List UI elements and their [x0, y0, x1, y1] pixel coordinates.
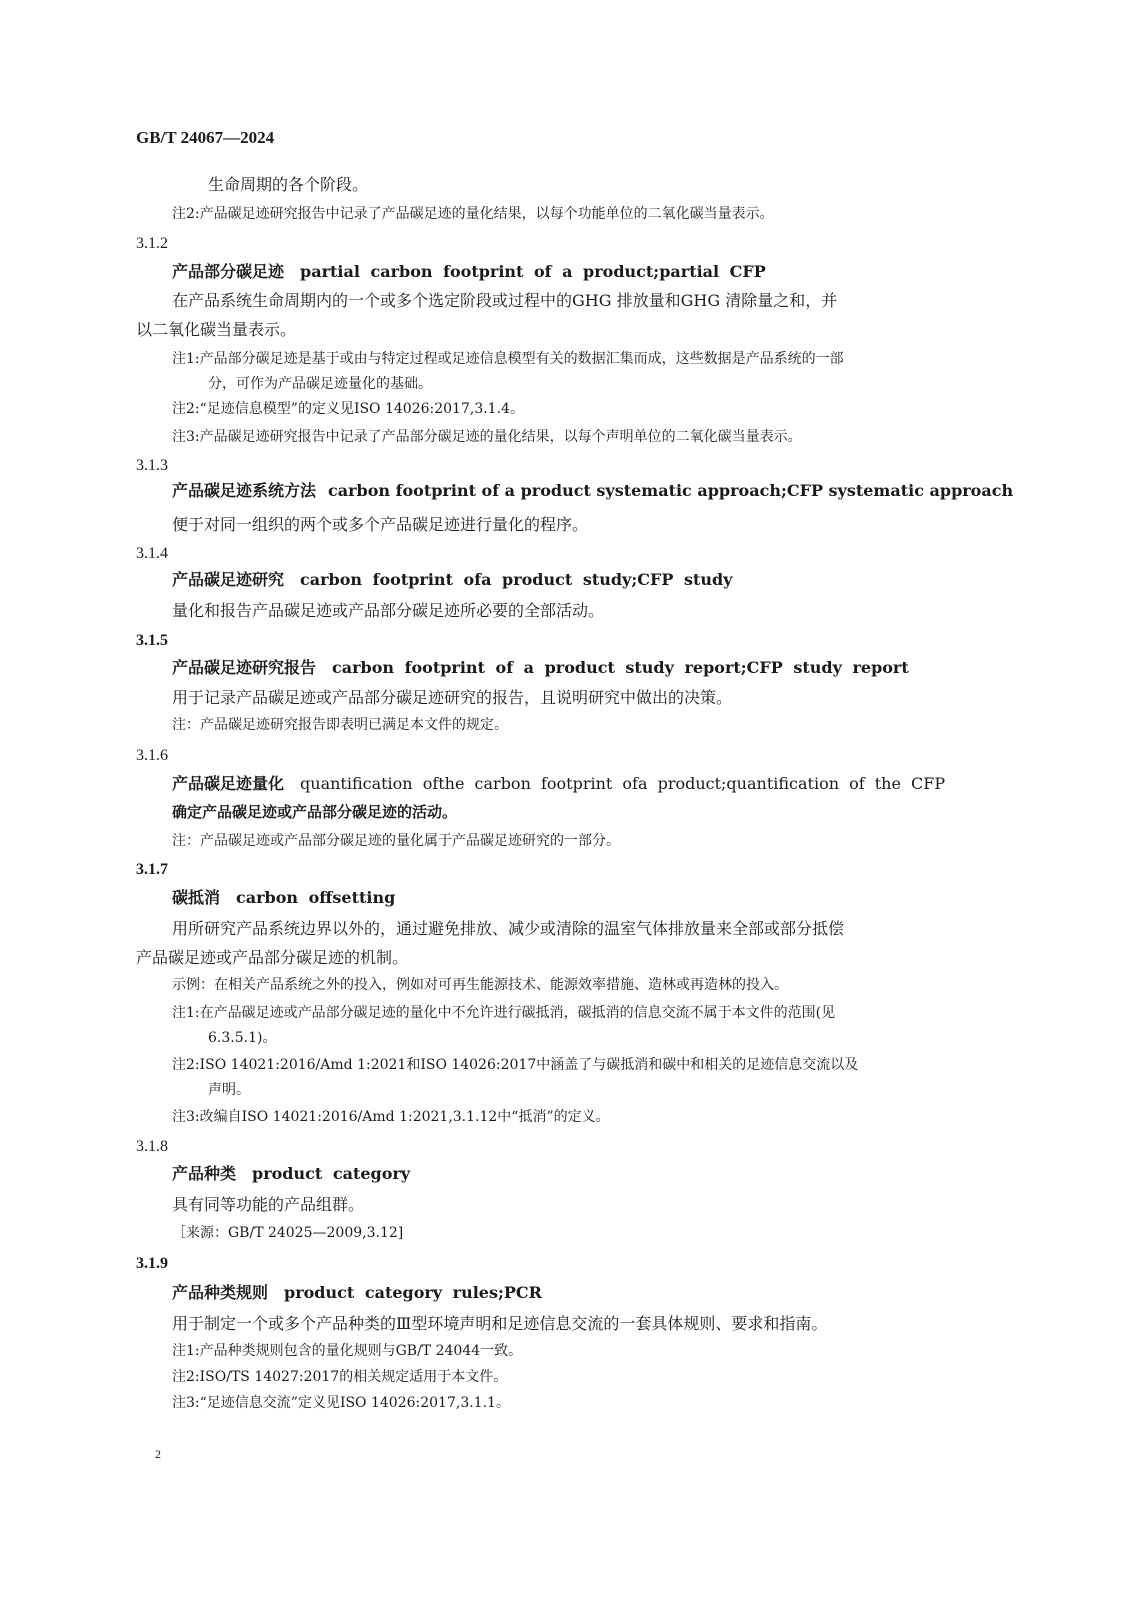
term-zh: 产品碳足迹研究报告 — [172, 658, 317, 677]
definition: 以二氧化碳当量表示。 — [136, 320, 297, 339]
term-en: product category rules;PCR — [284, 1283, 542, 1302]
term-en: carbon footprint of a product systematic approach;CFP systematic approach — [328, 481, 1014, 500]
definition: 用所研究产品系统边界以外的，通过避免排放、减少或清除的温室气体排放量来全部或部分抵偿 — [172, 919, 845, 938]
definition: 用于制定一个或多个产品种类的Ⅲ型环境声明和足迹信息交流的一套具体规则、要求和指南。 — [172, 1314, 828, 1333]
source-reference: ［来源：GB/T 24025—2009,3.12] — [172, 1225, 404, 1241]
note: 注：产品碳足迹或产品部分碳足迹的量化属于产品碳足迹研究的一部分。 — [172, 833, 620, 849]
definition: 用于记录产品碳足迹或产品部分碳足迹研究的报告，且说明研究中做出的决策。 — [172, 688, 733, 707]
definition: 具有同等功能的产品组群。 — [172, 1195, 365, 1214]
definition: 便于对同一组织的两个或多个产品碳足迹进行量化的程序。 — [172, 515, 589, 534]
section-number: 3.1.3 — [136, 457, 168, 474]
term-en: partial carbon footprint of a product;partial CFP — [300, 262, 766, 281]
note-continuation: 声明。 — [208, 1082, 250, 1098]
note: 注2:产品碳足迹研究报告中记录了产品碳足迹的量化结果，以每个功能单位的二氧化碳当量表示。 — [172, 206, 774, 222]
term-zh: 产品种类 — [172, 1164, 237, 1183]
term-en: carbon footprint of a product study report;CFP study report — [332, 658, 909, 677]
term-heading — [172, 776, 945, 792]
term-zh: 碳抵消 — [172, 888, 221, 907]
term-heading — [172, 264, 766, 280]
definition: 产品碳足迹或产品部分碳足迹的机制。 — [136, 948, 409, 967]
term-heading — [172, 1285, 542, 1301]
section-number: 3.1.4 — [136, 545, 168, 562]
term-heading — [172, 572, 732, 588]
section-number: 3.1.5 — [136, 632, 168, 649]
term-zh: 产品碳足迹研究 — [172, 570, 285, 589]
note: 注3:改编自ISO 14021:2016/Amd 1:2021,3.1.12中“抵消”的定义。 — [172, 1109, 610, 1125]
note: 注1:产品部分碳足迹是基于或由与特定过程或足迹信息模型有关的数据汇集而成，这些数据是产品系统的一部 — [172, 351, 844, 367]
term-en: carbon offsetting — [236, 888, 396, 907]
note: 注3:“足迹信息交流”定义见ISO 14026:2017,3.1.1。 — [172, 1395, 510, 1411]
section-number: 3.1.6 — [136, 747, 168, 764]
term-zh: 产品种类规则 — [172, 1283, 269, 1302]
term-heading — [172, 483, 1013, 499]
section-number: 3.1.9 — [136, 1255, 168, 1272]
term-en: product category — [252, 1164, 411, 1183]
note: 注1:产品种类规则包含的量化规则与GB/T 24044一致。 — [172, 1343, 523, 1359]
note: 注1:在产品碳足迹或产品部分碳足迹的量化中不允许进行碳抵消，碳抵消的信息交流不属于本文件的范围(见 — [172, 1005, 836, 1021]
term-en: quantification ofthe carbon footprint ofa product;quantification of the CFP — [300, 774, 946, 793]
term-heading — [172, 1166, 410, 1182]
note: 注2:ISO 14021:2016/Amd 1:2021和ISO 14026:2017中涵盖了与碳抵消和碳中和相关的足迹信息交流以及 — [172, 1057, 859, 1073]
term-zh: 产品碳足迹系统方法 — [172, 481, 317, 500]
term-zh: 产品部分碳足迹 — [172, 262, 285, 281]
term-en: carbon footprint ofa product study;CFP study — [300, 570, 733, 589]
section-number: 3.1.2 — [136, 235, 168, 252]
definition-continuation: 生命周期的各个阶段。 — [208, 175, 369, 194]
note: 注：产品碳足迹研究报告即表明已满足本文件的规定。 — [172, 717, 508, 733]
section-number: 3.1.7 — [136, 861, 168, 878]
note: 注2:“足迹信息模型”的定义见ISO 14026:2017,3.1.4。 — [172, 401, 524, 417]
example: 示例：在相关产品系统之外的投入，例如对可再生能源技术、能源效率措施、造林或再造林的投入。 — [172, 977, 788, 993]
definition: 在产品系统生命周期内的一个或多个选定阶段或过程中的GHG 排放量和GHG 清除量之和，并 — [172, 291, 838, 310]
term-zh: 产品碳足迹量化 — [172, 774, 285, 793]
section-number: 3.1.8 — [136, 1138, 168, 1155]
definition: 确定产品碳足迹或产品部分碳足迹的活动。 — [172, 803, 458, 821]
term-heading — [172, 660, 909, 676]
page-number: 2 — [155, 1447, 161, 1461]
note: 注3:产品碳足迹研究报告中记录了产品部分碳足迹的量化结果，以每个声明单位的二氧化碳当量表示。 — [172, 429, 802, 445]
document-header-id: GB/T 24067—2024 — [136, 128, 275, 147]
definition: 量化和报告产品碳足迹或产品部分碳足迹所必要的全部活动。 — [172, 601, 605, 620]
note-continuation: 分，可作为产品碳足迹量化的基础。 — [208, 376, 432, 392]
term-heading — [172, 890, 395, 906]
note-continuation: 6.3.5.1)。 — [208, 1030, 277, 1046]
note: 注2:ISO/TS 14027:2017的相关规定适用于本文件。 — [172, 1369, 508, 1385]
